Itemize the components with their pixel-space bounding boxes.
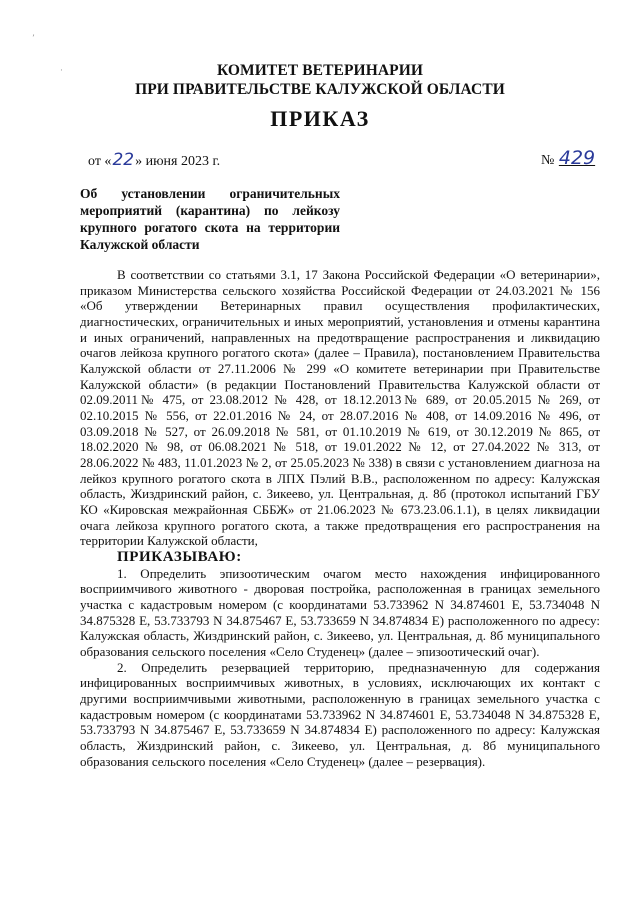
document-title: ПРИКАЗ xyxy=(270,106,370,131)
document-date xyxy=(88,150,220,170)
document-number xyxy=(541,147,596,169)
document-body xyxy=(80,267,600,769)
handwritten-number: 429 xyxy=(558,147,596,169)
scan-speck: ’ xyxy=(32,34,35,44)
scan-speck: · xyxy=(60,66,63,76)
order-heading: ПРИКАЗЫВАЮ: xyxy=(117,548,242,565)
order-item-1: 1. Определить эпизоотическим очагом место нахождения инфицированного восприимчивого животного - дворовая постройка, расположенная в границах земельного участка с кадастровым номером (с координатами 53.733962 N 34.874601 E, 53.734048 N 34.875328 E, 53.733793 N 34.875467 E, 53.733659 N 34.874834 E) расположенного по адресу: Калужская область, Жиздринский район, с. Зикеево, ул. Центральная, д. 8б муниципального образования сельского поселения «Село Студенец» (далее – эпизоотический очаг). xyxy=(80,565,600,660)
date-prefix: от « xyxy=(88,154,112,169)
date-suffix: » июня 2023 г. xyxy=(135,154,221,169)
document-subject: Об установлении ограничительных мероприятий (карантина) по лейкозу крупного рогатого скота на территории Калужской области xyxy=(80,186,340,252)
preamble-paragraph: В соответствии со статьями 3.1, 17 Закона Российской Федерации «О ветеринарии», приказом Министерства сельского хозяйства Российской Федерации от 24.03.2021 № 156 «Об утверждении Ветеринарных правил осуществления профилактических, диагностических, ограничительных и иных мероприятий, установления и отмены карантина и иных ограничений, направленных на предотвращение распространения и ликвидацию очагов лейкоза крупного рогатого скота» (далее – Правила), постановлением Правительства Калужской области от 27.11.2006 № 299 «О комитете ветеринарии при Правительстве Калужской области» (в редакции Постановлений Правительства Калужской области от 02.09.2011№ 475, от 23.08.2012 № 428, от 18.12.2013№ 689, от 20.05.2015 № 269, от 02.10.2015 № 556, от 22.01.2016 № 24, от 28.07.2016 № 408, от 14.09.2016 № 496, от 03.09.2018 № 527, от 26.09.2018 № 581, от 01.10.2019 № 619, от 30.12.2019 № 865, от 18.02.2020 № 98, от 06.08.2021 № 518, от 19.01.2022 № 12, от 27.04.2022 № 313, от 28.06.2022 № 483, 11.01.2023 № 2, от 25.05.2023 № 338) в связи с установлением диагноза на лейкоз крупного рогатого скота в ЛПХ Пэлий В.В., расположенном по адресу: Калужская область, Жиздринский район, с. Зикеево, ул. Центральная, д. 8б (протокол испытаний ГБУ КО «Кировская межрайонная СББЖ» от 21.06.2023 № 673.23.06.1.1), в целях ликвидации очага лейкоза крупного рогатого скота, а также предотвращения его распространения на территории Калужской области, xyxy=(80,267,600,549)
number-prefix: № xyxy=(541,153,555,168)
org-name-line2: ПРИ ПРАВИТЕЛЬСТВЕ КАЛУЖСКОЙ ОБЛАСТИ xyxy=(135,81,505,98)
org-name-line1: КОМИТЕТ ВЕТЕРИНАРИИ xyxy=(216,62,424,79)
handwritten-day: 22 xyxy=(112,150,135,170)
order-item-2: 2. Определить резервацией территорию, предназначенную для содержания инфицированных восприимчивых животных, в условиях, исключающих их контакт с другими восприимчивыми животными, расположенную в границах земельного участка с кадастровым номером (с координатами 53.733962 N 34.874601 E, 53.734048 N 34.875328 E, 53.733793 N 34.875467 E, 53.733659 N 34.874834 E) расположенного по адресу: Калужская область, Жиздринский район, с. Зикеево, ул. Центральная, д. 8б муниципального образования сельского поселения «Село Студенец» (далее – резервация). xyxy=(80,659,600,769)
